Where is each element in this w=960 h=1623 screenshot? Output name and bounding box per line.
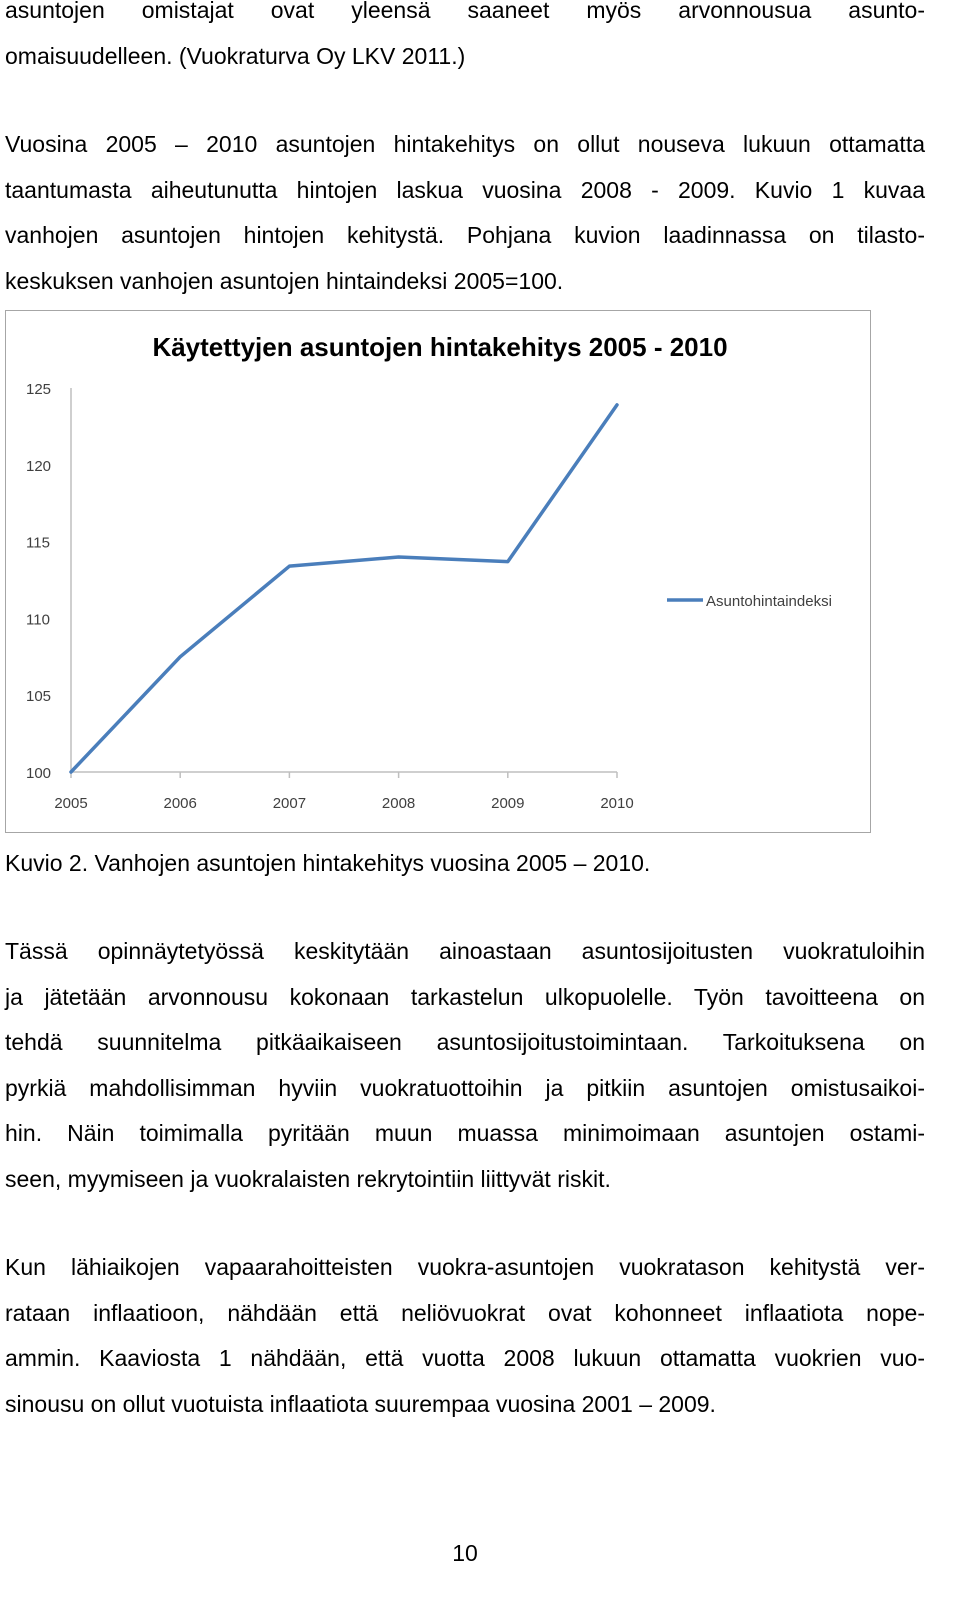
x-tick-label: 2008 [381,795,416,812]
x-tick-label: 2007 [272,795,307,812]
price-index-chart [5,310,871,833]
y-tick-label: 115 [26,534,50,552]
text-line: pyrkiä mahdollisimman hyviin vuokratuottoihin ja pitkiin asuntojen omistusaikoi- [5,1074,925,1101]
figure-caption: Kuvio 2. Vanhojen asuntojen hintakehitys vuosina 2005 – 2010. [5,850,651,876]
text-line: keskuksen vanhojen asuntojen hintaindeksi 2005=100. [5,267,564,294]
text-line: tehdä suunnitelma pitkäaikaiseen asuntosijoitustoimintaan. Tarkoituksena on [5,1029,925,1055]
chart-canvas [6,311,870,832]
text-line: asuntojen omistajat ovat yleensä saaneet myös arvonnousua asunto- [5,0,925,23]
text-line: omaisuudelleen. (Vuokraturva Oy LKV 2011.) [5,42,466,69]
x-tick-label: 2010 [600,795,634,812]
paragraph-2 [5,122,925,304]
legend-label: Asuntohintaindeksi [706,593,832,610]
text-line: rataan inflaatioon, nähdään että neliövuokrat ovat kohonneet inflaatiota nope- [5,1299,925,1326]
text-line: vanhojen asuntojen hintojen kehitystä. Pohjana kuvion laadinnassa on tilasto- [5,222,925,248]
y-tick-label: 105 [26,688,52,706]
chart-legend [667,593,832,610]
y-tick-label: 110 [26,611,50,629]
paragraph-4 [5,1245,925,1427]
y-axis-ticks [26,381,51,782]
text-line: seen, myymiseen ja vuokralaisten rekrytointiin liittyvät riskit. [5,1165,611,1192]
text-line: ja jätetään arvonnousu kokonaan tarkastelun ulkopuolelle. Työn tavoitteena on [5,983,925,1010]
text-line: Kun lähiaikojen vapaarahoitteisten vuokra-asuntojen vuokratason kehitystä ver- [5,1254,925,1280]
y-tick-label: 100 [26,765,52,782]
text-line: Tässä opinnäytetyössä keskitytään ainoastaan asuntosijoitusten vuokratuloihin [5,938,925,964]
text-line: sinousu on ollut vuotuista inflaatiota suurempaa vuosina 2001 – 2009. [5,1390,716,1417]
text-line: taantumasta aiheutunutta hintojen laskua vuosina 2008 - 2009. Kuvio 1 kuvaa [5,176,925,203]
chart-title: Käytettyjen asuntojen hintakehitys 2005 - 2010 [152,332,728,362]
text-line: Vuosina 2005 – 2010 asuntojen hintakehitys on ollut nouseva lukuun ottamatta [5,131,925,157]
x-axis-ticks [54,795,633,812]
y-tick-label: 120 [26,457,52,475]
x-tick-label: 2005 [54,795,88,812]
chart-axes [71,388,617,778]
chart-series [71,405,617,772]
series-line [71,405,617,772]
paragraph-1 [5,0,925,79]
paragraph-3 [5,929,925,1202]
x-tick-label: 2009 [491,795,525,812]
text-line: ammin. Kaaviosta 1 nähdään, että vuotta 2008 lukuun ottamatta vuokrien vuo- [5,1345,925,1371]
y-tick-label: 125 [26,381,52,398]
text-line: hin. Näin toimimalla pyritään muun muassa minimoimaan asuntojen ostami- [5,1120,925,1146]
x-tick-label: 2006 [163,795,197,812]
page-number: 10 [452,1540,478,1566]
